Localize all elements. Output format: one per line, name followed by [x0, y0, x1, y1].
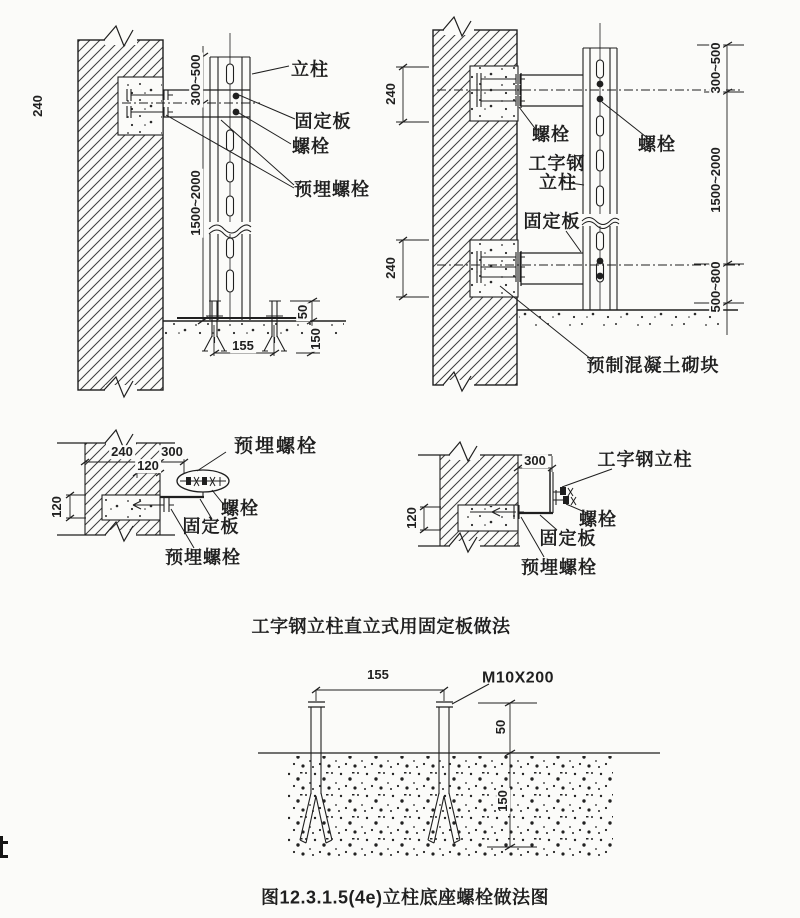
label-embedded-bolt-bottom: 预埋螺栓 — [165, 547, 241, 568]
dim-block-upper-240: 240 — [383, 83, 399, 105]
label-bolt-spec: M10X200 — [482, 669, 554, 687]
label-bolt-wall: 螺栓 — [532, 124, 570, 145]
dim-embed-depth: 150 — [308, 328, 324, 350]
dim-block-lower-240: 240 — [383, 257, 399, 279]
dim-plate-to-ground: 500~800 — [708, 261, 724, 313]
label-bolt: 螺栓 — [292, 136, 330, 157]
dim-plan-inner-120: 120 — [137, 458, 159, 474]
elevation-left-group — [78, 26, 346, 397]
caption-fixing-plate-method: 工字钢立柱直立式用固定板做法 — [251, 616, 511, 637]
label-fixing-plate: 固定板 — [294, 111, 352, 132]
label-plan-plate: 固定板 — [182, 516, 240, 537]
dim-plate-spacing: 1500~2000 — [188, 170, 204, 236]
dim-wall-240: 240 — [30, 95, 46, 117]
edge-artifact — [0, 841, 8, 844]
label-fixing-plate-2: 固定板 — [523, 211, 581, 232]
anchor-detail-group — [258, 684, 660, 856]
label-embedded-bolt-top: 预埋螺栓 — [233, 436, 319, 458]
label-plan2-plate: 固定板 — [539, 528, 597, 549]
label-plan2-embedded-bolt: 预埋螺栓 — [521, 557, 597, 578]
dim-plan-wall-240: 240 — [111, 444, 133, 460]
caption-figure-title: 图12.3.1.5(4e)立柱底座螺栓做法图 — [260, 887, 550, 908]
label-precast-block: 预制混凝土砌块 — [586, 355, 720, 376]
dim-top-offset: 300~500 — [188, 54, 204, 106]
dim-anchor-embed: 150 — [495, 790, 511, 812]
dim-plan2-offset-300: 300 — [524, 453, 546, 469]
label-ibeam-line2: 立柱 — [539, 172, 577, 193]
dim-anchor-above: 50 — [493, 719, 509, 735]
edge-artifact — [0, 855, 8, 858]
elevation-right-group — [396, 17, 744, 391]
label-plan2-bolt: 螺栓 — [579, 509, 617, 530]
label-bolt-column: 螺栓 — [638, 134, 676, 155]
dim-anchor-spacing: 155 — [367, 667, 389, 683]
label-plan2-column: 工字钢立柱 — [597, 449, 693, 470]
dim-plan-offset-300: 300 — [161, 444, 183, 460]
dim-plate-spacing-2: 1500~2000 — [708, 147, 724, 213]
dim-plan2-plate-120: 120 — [404, 507, 420, 529]
label-ibeam-line1: 工字钢 — [528, 153, 586, 174]
dim-top-offset-2: 300~500 — [708, 42, 724, 94]
label-plan-bolt: 螺栓 — [221, 498, 259, 519]
dim-above-ground: 50 — [295, 304, 311, 320]
dim-plan-plate-120: 120 — [49, 496, 65, 518]
label-embedded-bolt: 预埋螺栓 — [294, 179, 370, 200]
dim-bolt-spacing: 155 — [232, 338, 254, 354]
label-column: 立柱 — [291, 59, 329, 80]
